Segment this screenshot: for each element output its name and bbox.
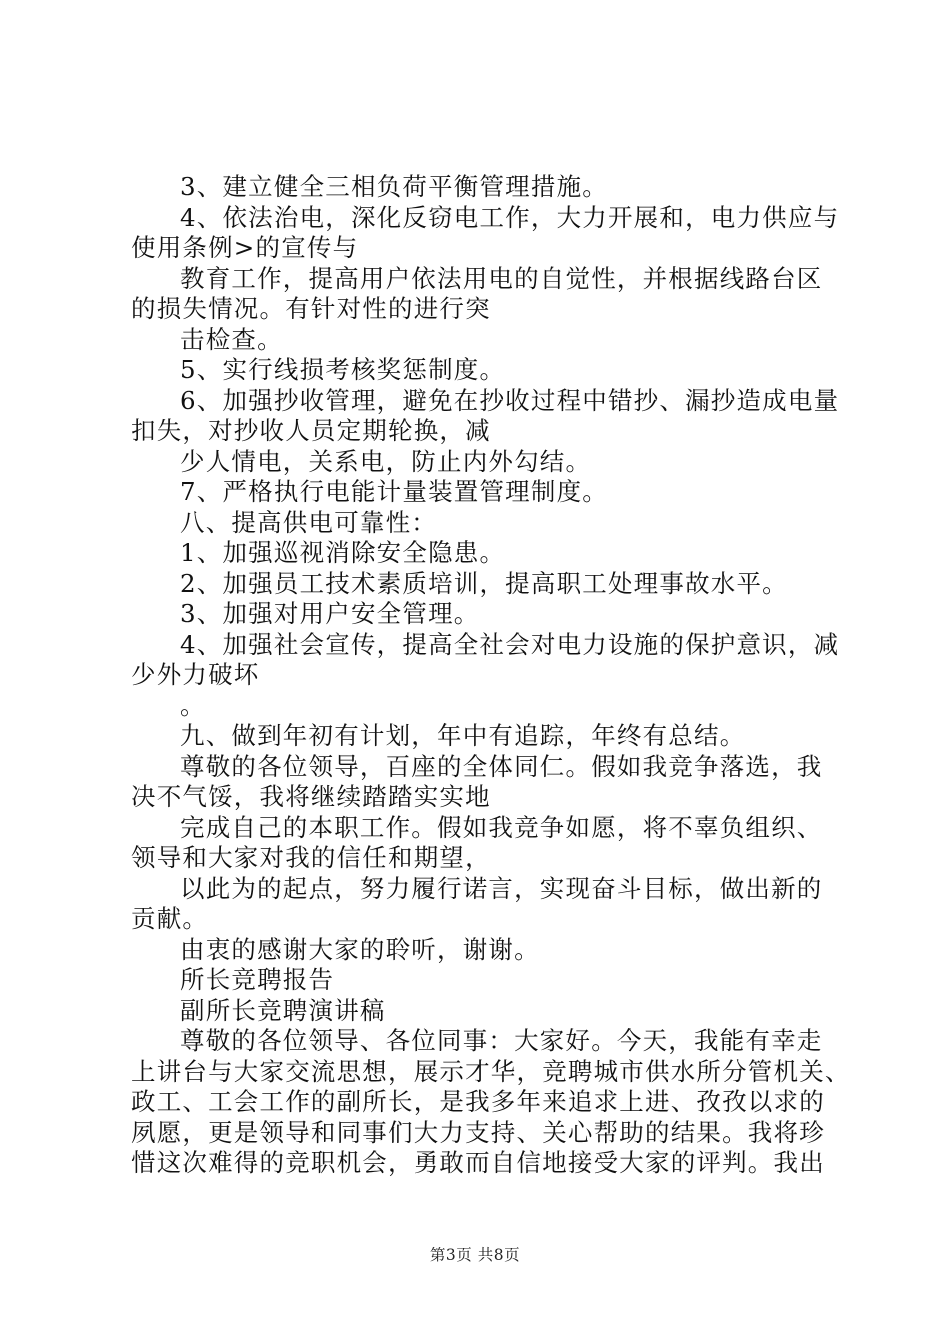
text-line: 少人情电，关系电，防止内外勾结。 — [180, 446, 592, 476]
text-line: 击检查。 — [180, 324, 283, 354]
text-line: 尊敬的各位领导，百座的全体同仁。假如我竞争落选，我 — [180, 751, 823, 781]
text-line: 由衷的感谢大家的聆听，谢谢。 — [180, 934, 540, 964]
text-line: 2、加强员工技术素质培训，提高职工处理事故水平。 — [180, 568, 788, 598]
text-line: 决不气馁，我将继续踏踏实实地 — [131, 782, 491, 811]
text-line: 贡献。 — [131, 904, 209, 933]
page-footer: 第3页 共8页 — [429, 1246, 521, 1264]
text-line: 八、提高供电可靠性： — [180, 507, 437, 537]
text-line: 领导和大家对我的信任和期望， — [131, 843, 491, 872]
text-line: 6、加强抄收管理，避免在抄收过程中错抄、漏抄造成电量 — [180, 385, 840, 415]
text-line: 教育工作，提高用户依法用电的自觉性，并根据线路台区 — [180, 263, 823, 293]
text-line: 惜这次难得的竞职机会，勇敢而自信地接受大家的评判。我出 — [131, 1148, 825, 1177]
text-line: 5、实行线损考核奖惩制度。 — [180, 355, 506, 384]
text-line: 3、加强对用户安全管理。 — [180, 599, 480, 628]
text-line: 1、加强巡视消除安全隐患。 — [180, 538, 506, 567]
text-line: 上讲台与大家交流思想，展示才华，竞聘城市供水所分管机关、 — [131, 1056, 851, 1086]
text-line: 4、加强社会宣传，提高全社会对电力设施的保护意识，减 — [180, 629, 840, 659]
document-body — [131, 172, 851, 1179]
text-line: 副所长竞聘演讲稿 — [180, 995, 386, 1025]
text-line: 3、建立健全三相负荷平衡管理措施。 — [180, 172, 608, 201]
text-line: 九、做到年初有计划，年中有追踪，年终有总结。 — [180, 721, 746, 750]
text-line: 。 — [180, 690, 206, 720]
text-line: 使用条例>的宣传与 — [131, 233, 359, 262]
text-line: 7、严格执行电能计量装置管理制度。 — [180, 477, 608, 506]
text-line: 所长竞聘报告 — [180, 965, 335, 994]
text-line: 尊敬的各位领导、各位同事：大家好。今天，我能有幸走 — [180, 1026, 823, 1055]
text-line: 少外力破坏 — [131, 660, 260, 689]
text-line: 扣失，对抄收人员定期轮换，减 — [131, 416, 491, 445]
text-line: 的损失情况。有针对性的进行突 — [131, 294, 491, 323]
text-line: 夙愿，更是领导和同事们大力支持、关心帮助的结果。我将珍 — [131, 1117, 825, 1147]
text-line: 4、依法治电，深化反窃电工作，大力开展和，电力供应与 — [180, 202, 840, 232]
text-line: 完成自己的本职工作。假如我竞争如愿，将不辜负组织、 — [180, 812, 823, 842]
text-line: 以此为的起点，努力履行诺言，实现奋斗目标，做出新的 — [180, 873, 823, 903]
text-line: 政工、工会工作的副所长，是我多年来追求上进、孜孜以求的 — [131, 1087, 825, 1116]
